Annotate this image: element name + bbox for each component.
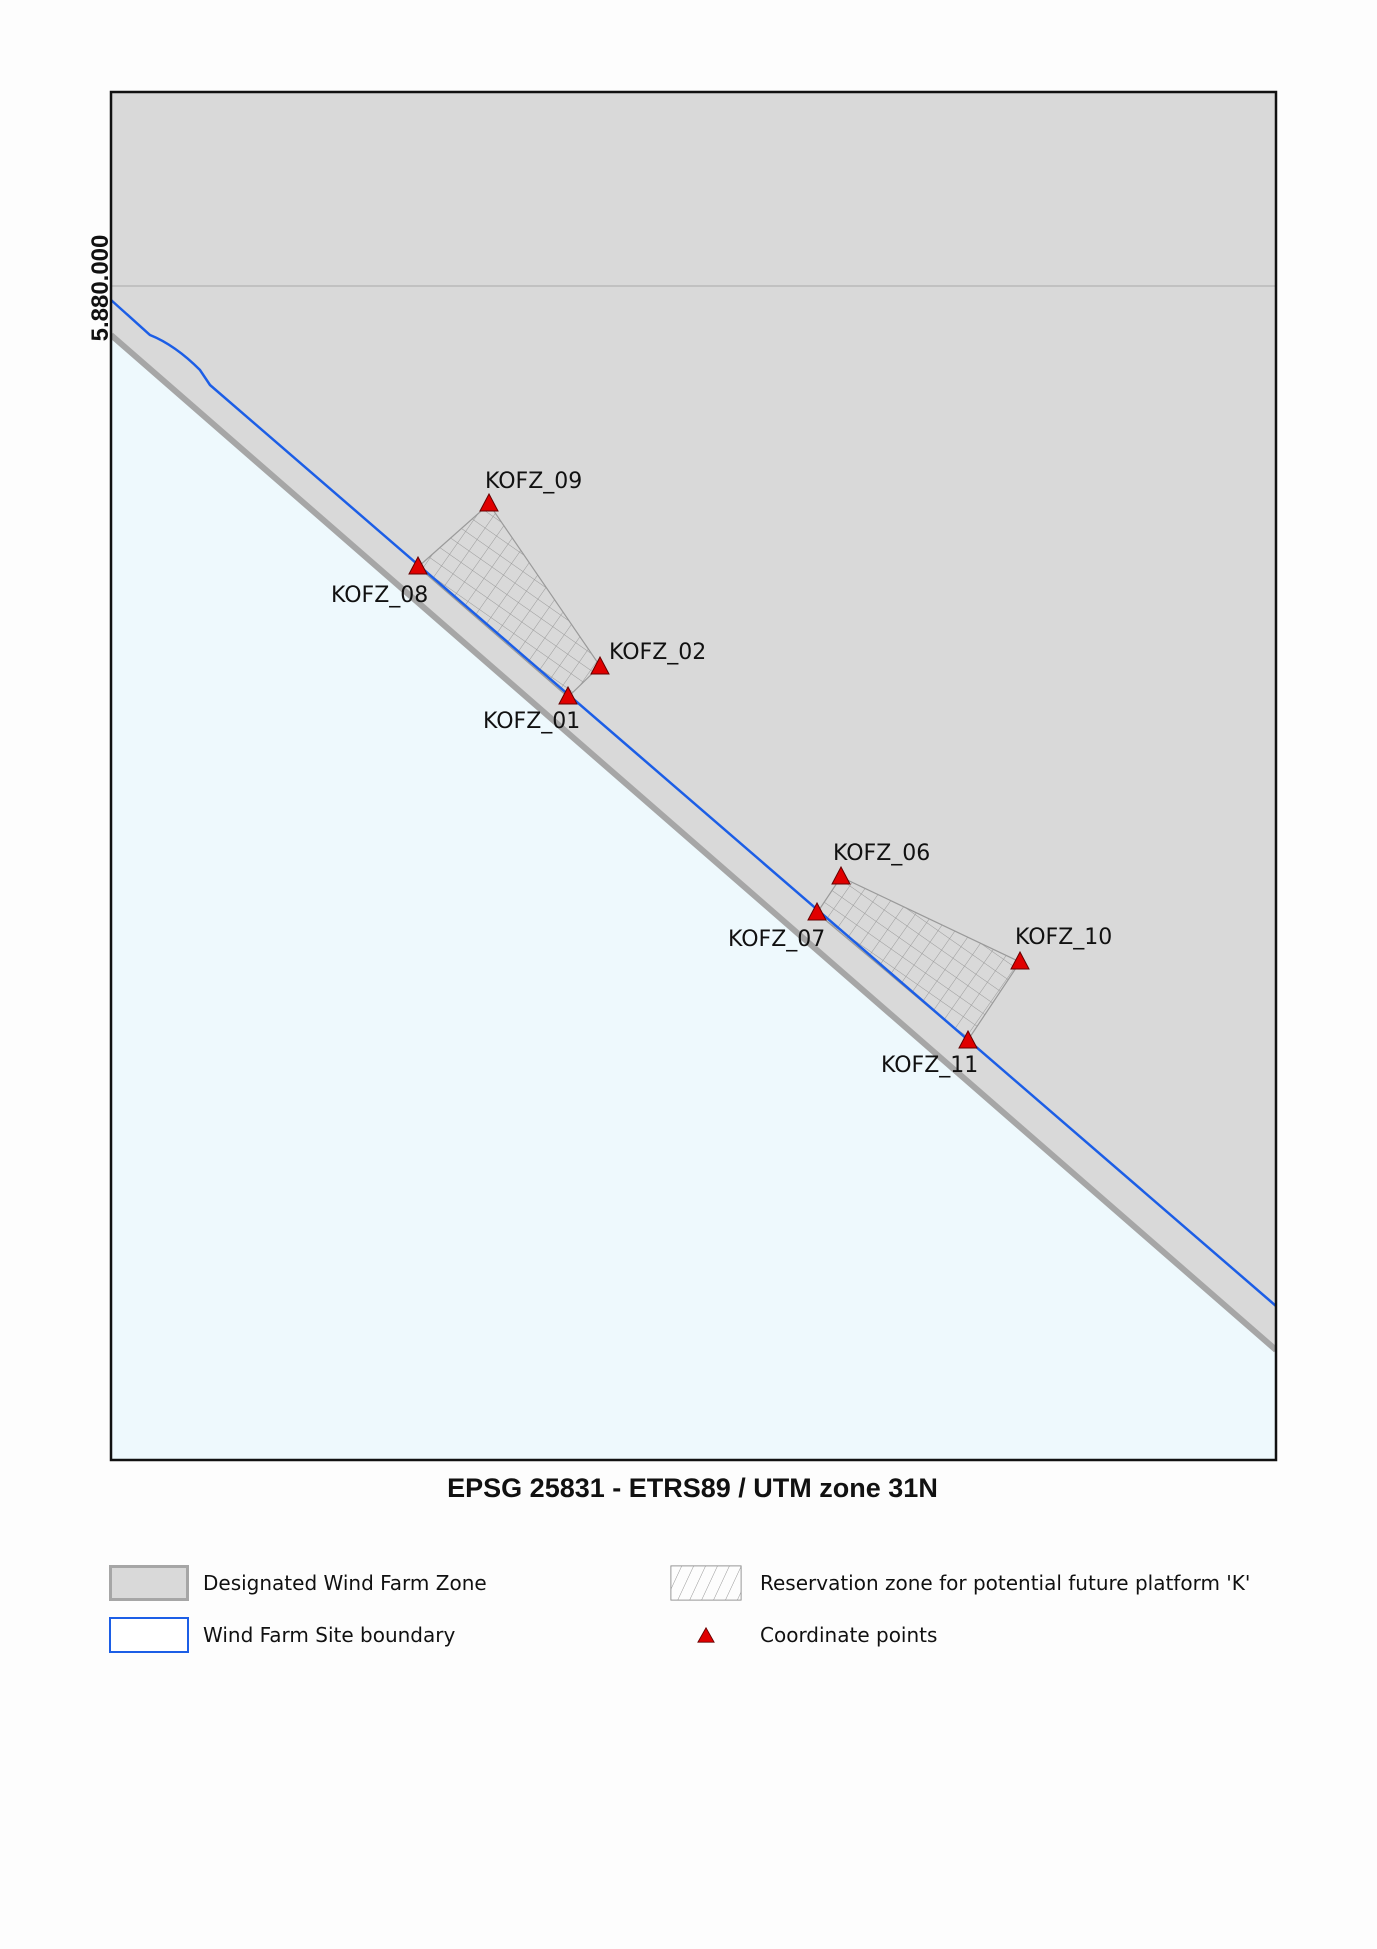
legend-label-designated-zone: Designated Wind Farm Zone	[203, 1571, 487, 1595]
triangle-marker-icon	[666, 1617, 746, 1653]
point-label-kofz-09: KOFZ_09	[485, 469, 583, 494]
legend-label-site-boundary: Wind Farm Site boundary	[203, 1623, 456, 1647]
axis-label-northing: 5.880.000	[87, 234, 114, 342]
legend-label-reservation-zone: Reservation zone for potential future platform 'K'	[760, 1571, 1251, 1595]
legend-swatch-site-boundary	[109, 1617, 189, 1653]
point-label-kofz-01: KOFZ_01	[483, 709, 581, 734]
point-label-kofz-06: KOFZ_06	[833, 841, 931, 866]
legend-swatch-designated-zone	[109, 1565, 189, 1601]
legend-item-designated-zone	[109, 1563, 487, 1603]
point-label-kofz-07: KOFZ_07	[728, 927, 826, 952]
legend-swatch-reservation-zone	[666, 1565, 746, 1601]
point-label-kofz-02: KOFZ_02	[609, 640, 707, 665]
legend-item-reservation-zone	[666, 1563, 1251, 1603]
crs-label: EPSG 25831 - ETRS89 / UTM zone 31N	[447, 1473, 938, 1503]
point-label-kofz-08: KOFZ_08	[331, 583, 429, 608]
legend-item-site-boundary	[109, 1615, 456, 1655]
legend-item-coordinate-points	[666, 1615, 938, 1655]
legend-label-coordinate-points: Coordinate points	[760, 1623, 938, 1647]
point-label-kofz-10: KOFZ_10	[1015, 925, 1113, 950]
point-label-kofz-11: KOFZ_11	[881, 1053, 979, 1078]
